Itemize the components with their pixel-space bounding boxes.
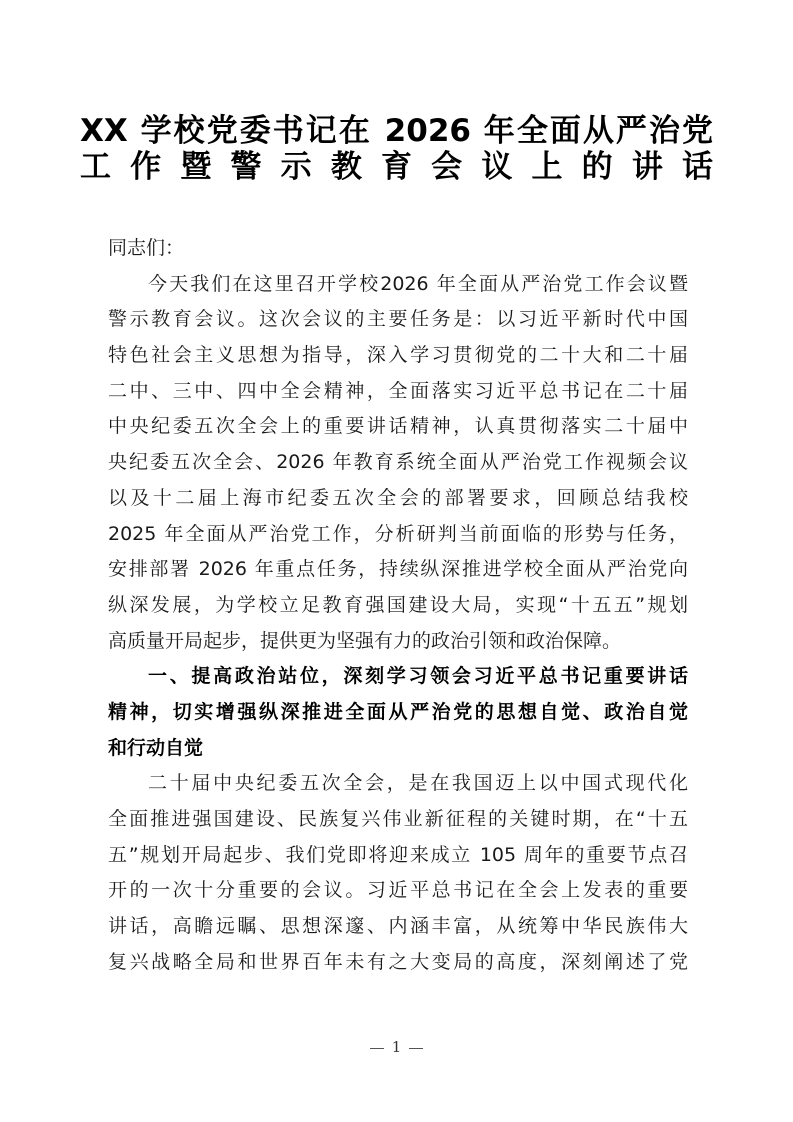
paragraph-line: 五”规划开局起步、我们党即将迎来成立 105 周年的重要节点召 (108, 843, 688, 866)
dash-left (370, 1048, 384, 1049)
paragraph-line: 央纪委五次全会、2026 年教育系统全面从严治党工作视频会议 (108, 451, 688, 474)
heading-line: 和行动自觉 (108, 736, 204, 759)
page-number: 1 (391, 1038, 402, 1056)
paragraph-section-1 (108, 766, 688, 980)
paragraph-line: 全面推进强国建设、民族复兴伟业新征程的关键时期，在“十五 (108, 808, 688, 830)
title-line-1: XX 学校党委书记在 2026 年全面从严治党 (80, 113, 713, 149)
paragraph-line: 今天我们在这里召开学校2026 年全面从严治党工作会议暨 (148, 272, 688, 295)
section-heading-1 (108, 659, 688, 766)
title-line-2: 工作暨警示教育会议上的讲话 (80, 148, 713, 185)
heading-line: 一、提高政治站位，深刻学习领会习近平总书记重要讲话 (148, 665, 688, 688)
paragraph-line: 中央纪委五次全会上的重要讲话精神，认真贯彻落实二十届中 (108, 415, 688, 438)
paragraph-line: 复兴战略全局和世界百年未有之大变局的高度，深刻阐述了党 (108, 950, 688, 973)
salutation: 同志们： (108, 237, 185, 259)
paragraph-intro (108, 267, 688, 660)
dash-right (409, 1048, 423, 1049)
paragraph-line: 警示教育会议。这次会议的主要任务是：以习近平新时代中国 (108, 308, 688, 331)
paragraph-line: 纵深发展，为学校立足教育强国建设大局，实现“十五五”规划 (108, 593, 688, 616)
paragraph-line: 以及十二届上海市纪委五次全会的部署要求，回顾总结我校 (108, 486, 688, 509)
paragraph-line: 二十届中央纪委五次全会，是在我国迈上以中国式现代化 (148, 772, 688, 795)
page-footer (0, 1038, 793, 1056)
paragraph-line: 讲话，高瞻远瞩、思想深邃、内涵丰富，从统筹中华民族伟大 (108, 915, 688, 938)
paragraph-line: 二中、三中、四中全会精神，全面落实习近平总书记在二十届 (108, 379, 688, 402)
heading-line: 精神，切实增强纵深推进全面从严治党的思想自觉、政治自觉 (108, 700, 688, 723)
document-body (108, 231, 688, 980)
paragraph-line: 2025 年全面从严治党工作，分析研判当前面临的形势与任务， (108, 522, 688, 545)
paragraph-line: 特色社会主义思想为指导，深入学习贯彻党的二十大和二十届 (108, 344, 688, 367)
paragraph-line: 高质量开局起步，提供更为坚强有力的政治引领和政治保障。 (108, 629, 622, 652)
paragraph-line: 开的一次十分重要的会议。习近平总书记在全会上发表的重要 (108, 879, 688, 902)
document-title (80, 112, 713, 183)
paragraph-line: 安排部署 2026 年重点任务，持续纵深推进学校全面从严治党向 (108, 558, 688, 581)
